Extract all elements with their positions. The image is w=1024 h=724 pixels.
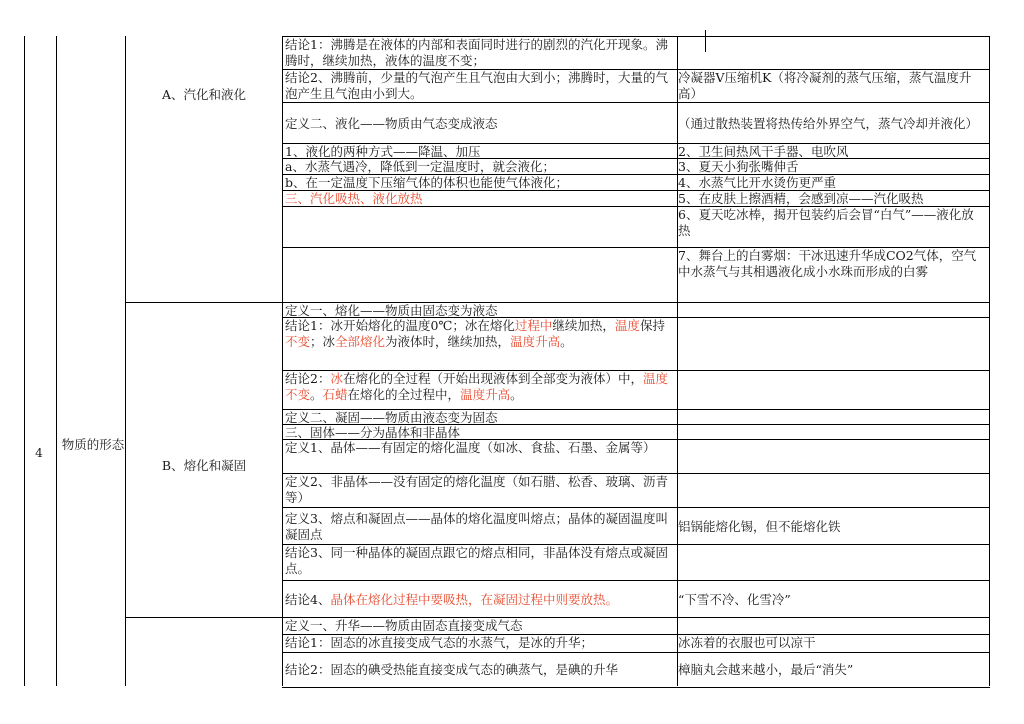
example-text: 7、舞台上的白雾烟：干冰迅速升华成CO2气体，空气中水蒸气与其相遇液化成小水珠而形成的白雾 <box>678 248 977 279</box>
row-content-cell <box>285 410 674 425</box>
table-row <box>282 69 990 103</box>
row-example-cell <box>678 410 986 425</box>
table-row <box>282 36 990 70</box>
section-b-title: B、熔化和凝固 <box>161 458 247 473</box>
row-content-cell <box>285 37 674 70</box>
topic-number: 4 <box>35 446 43 460</box>
table-row <box>282 634 990 653</box>
example-text: 5、在皮肤上擦酒精，会感到凉——汽化吸热 <box>678 191 924 206</box>
section-separator-ab <box>125 302 282 303</box>
table-row <box>282 190 990 207</box>
table-row <box>282 102 990 144</box>
text-segment: 定义2、非晶体——没有固定的熔化温度（如石腊、松香、玻璃、沥青等） <box>285 474 668 505</box>
text-segment: 三、固体——分为晶体和非晶体 <box>285 425 461 440</box>
row-example-cell <box>678 191 986 207</box>
row-content-cell <box>285 318 674 371</box>
highlight-text: 温度升高 <box>460 387 511 402</box>
row-content-cell <box>285 103 674 144</box>
row-example-cell <box>678 37 986 70</box>
text-segment: 结论2：固态的碘受热能直接变成气态的碘蒸气，是碘的升华 <box>285 662 618 677</box>
text-segment: 结论4、 <box>285 591 331 607</box>
row-example-cell <box>678 303 986 318</box>
section-a-title: A、汽化和液化 <box>161 87 247 102</box>
text-segment: 1、液化的两种方式——降温、加压 <box>285 144 481 159</box>
row-example-cell <box>678 508 986 545</box>
row-content-cell <box>285 207 674 248</box>
text-segment: 为液体时，继续加热， <box>385 334 511 349</box>
example-text: （通过散热装置将热传给外界空气，蒸气冷却并液化） <box>678 115 979 131</box>
row-example-cell <box>678 581 986 618</box>
example-text: 铝锅能熔化锡，但不能熔化铁 <box>678 518 841 534</box>
text-segment: 定义一、升华——物质由固态直接变成气态 <box>285 618 523 633</box>
text-segment: 。 <box>510 387 523 402</box>
highlight-text: 过程中 <box>514 318 553 333</box>
row-example-cell <box>678 635 986 653</box>
row-example-cell <box>678 207 986 248</box>
table-row <box>282 143 990 159</box>
table-row <box>282 617 990 635</box>
table-row <box>282 544 990 581</box>
row-content-cell <box>285 474 674 508</box>
table-row <box>282 507 990 545</box>
row-example-cell <box>678 70 986 103</box>
row-content-cell <box>285 508 674 545</box>
text-segment: 结论1：固态的冰直接变成气态的水蒸气，是冰的升华； <box>285 635 593 650</box>
text-segment: 结论1：沸腾是在液体的内部和表面同时进行的剧烈的汽化开现象。沸腾时，继续加热，液体的温度不变； <box>285 37 668 68</box>
highlight-text: 石蜡 <box>322 387 348 402</box>
row-content-cell <box>285 440 674 474</box>
table-row <box>282 580 990 618</box>
text-segment: 定义一、熔化——物质由固态变为液态 <box>285 303 498 318</box>
table-row <box>282 424 990 440</box>
table-row <box>282 206 990 248</box>
row-content-cell <box>285 175 674 191</box>
example-text: 4、水蒸气比开水烫伤更严重 <box>678 175 836 190</box>
row-example-cell <box>678 159 986 175</box>
text-segment: b、在一定温度下压缩气体的体积也能使气体液化； <box>285 175 569 190</box>
row-example-cell <box>678 175 986 191</box>
text-segment: 结论2： <box>285 371 331 386</box>
example-text: 3、夏天小狗张嘴伸舌 <box>678 159 799 174</box>
text-segment: 定义3、熔点和凝固点——晶体的熔化温度叫熔点；晶体的凝固温度叫凝固点 <box>285 510 668 542</box>
highlight-text: 温度不变 <box>285 371 668 402</box>
topic-title: 物质的形态 <box>61 437 125 452</box>
table-border-left <box>24 36 25 686</box>
example-text: 冷凝器V压缩机K（将冷凝剂的蒸气压缩，蒸气温度升高） <box>678 70 972 101</box>
row-content-cell <box>285 159 674 175</box>
text-segment: 结论1：冰开始熔化的温度0℃；冰在熔化 <box>285 318 515 333</box>
table-row <box>282 409 990 425</box>
row-example-cell <box>678 653 986 687</box>
row-content-cell <box>285 70 674 103</box>
row-content-cell <box>285 425 674 440</box>
text-segment: 定义1、晶体——有固定的熔化温度（如冰、食盐、石墨、金属等） <box>285 440 656 455</box>
highlight-text: 温度升高 <box>510 334 561 349</box>
highlight-text: 不变 <box>285 334 311 349</box>
text-segment: 。 <box>560 334 573 349</box>
example-text: 6、夏天吃冰棒，揭开包装约后会冒“白气”——液化放热 <box>678 207 974 238</box>
row-example-cell <box>678 371 986 410</box>
column-divider-topic <box>125 36 126 686</box>
text-segment: 在熔化的全过程中， <box>347 387 461 402</box>
row-example-cell <box>678 440 986 474</box>
row-content-cell <box>285 371 674 410</box>
column-divider-number <box>56 36 57 686</box>
example-text: 樟脑丸会越来越小，最后“消失” <box>678 662 854 677</box>
text-segment: 定义二、凝固——物质由液态变为固态 <box>285 410 498 425</box>
row-content-cell <box>285 303 674 318</box>
row-content-cell <box>285 545 674 581</box>
text-segment: 在熔化的全过程（开始出现液体到全部变为液体）中， <box>342 371 643 386</box>
text-segment: 定义二、液化——物质由气态变成液态 <box>285 115 498 131</box>
row-example-cell <box>678 103 986 144</box>
row-example-cell <box>678 425 986 440</box>
text-segment: 保持 <box>639 318 665 333</box>
row-example-cell <box>678 474 986 508</box>
text-segment: 继续加热， <box>552 318 615 333</box>
text-segment: 结论2、沸腾前，少量的气泡产生且气泡由大到小；沸腾时，大量的气泡产生且气泡由小到大。 <box>285 70 668 101</box>
row-example-cell <box>678 248 986 303</box>
section-separator-bc <box>125 617 282 618</box>
example-text: 2、卫生间热风干手器、电吹风 <box>678 144 849 159</box>
row-content-cell <box>285 653 674 687</box>
text-segment: a、水蒸气遇冷，降低到一定温度时，就会液化； <box>285 159 555 174</box>
row-content-cell <box>285 191 674 207</box>
text-segment: 。 <box>310 387 323 402</box>
table-row <box>282 473 990 508</box>
table-row <box>282 652 990 688</box>
highlight-text: 冰 <box>330 371 343 386</box>
example-text: “下雪不冷、化雪冷” <box>678 591 791 607</box>
row-content-cell <box>285 144 674 159</box>
table-row <box>282 317 990 371</box>
highlight-text: 晶体在熔化过程中要吸热，在凝固过程中则要放热。 <box>330 591 618 607</box>
row-example-cell <box>678 545 986 581</box>
table-row <box>282 302 990 318</box>
table-row <box>282 247 990 303</box>
row-content-cell <box>285 248 674 303</box>
text-segment: ；冰 <box>310 334 336 349</box>
row-example-cell <box>678 618 986 635</box>
text-segment: 结论3、同一种晶体的凝固点跟它的熔点相同，非晶体没有熔点或凝固点。 <box>285 545 668 576</box>
row-content-cell <box>285 618 674 635</box>
table-row <box>282 174 990 191</box>
highlight-text: 全部熔化 <box>335 334 386 349</box>
table-row <box>282 158 990 175</box>
highlight-text: 温度 <box>614 318 640 333</box>
highlight-text: 三、汽化吸热、液化放热 <box>285 191 423 206</box>
table-row <box>282 370 990 410</box>
row-content-cell <box>285 581 674 618</box>
table-row <box>282 439 990 474</box>
row-content-cell <box>285 635 674 653</box>
example-text: 冰冻着的衣服也可以凉干 <box>678 635 816 650</box>
row-example-cell <box>678 144 986 159</box>
row-example-cell <box>678 318 986 371</box>
